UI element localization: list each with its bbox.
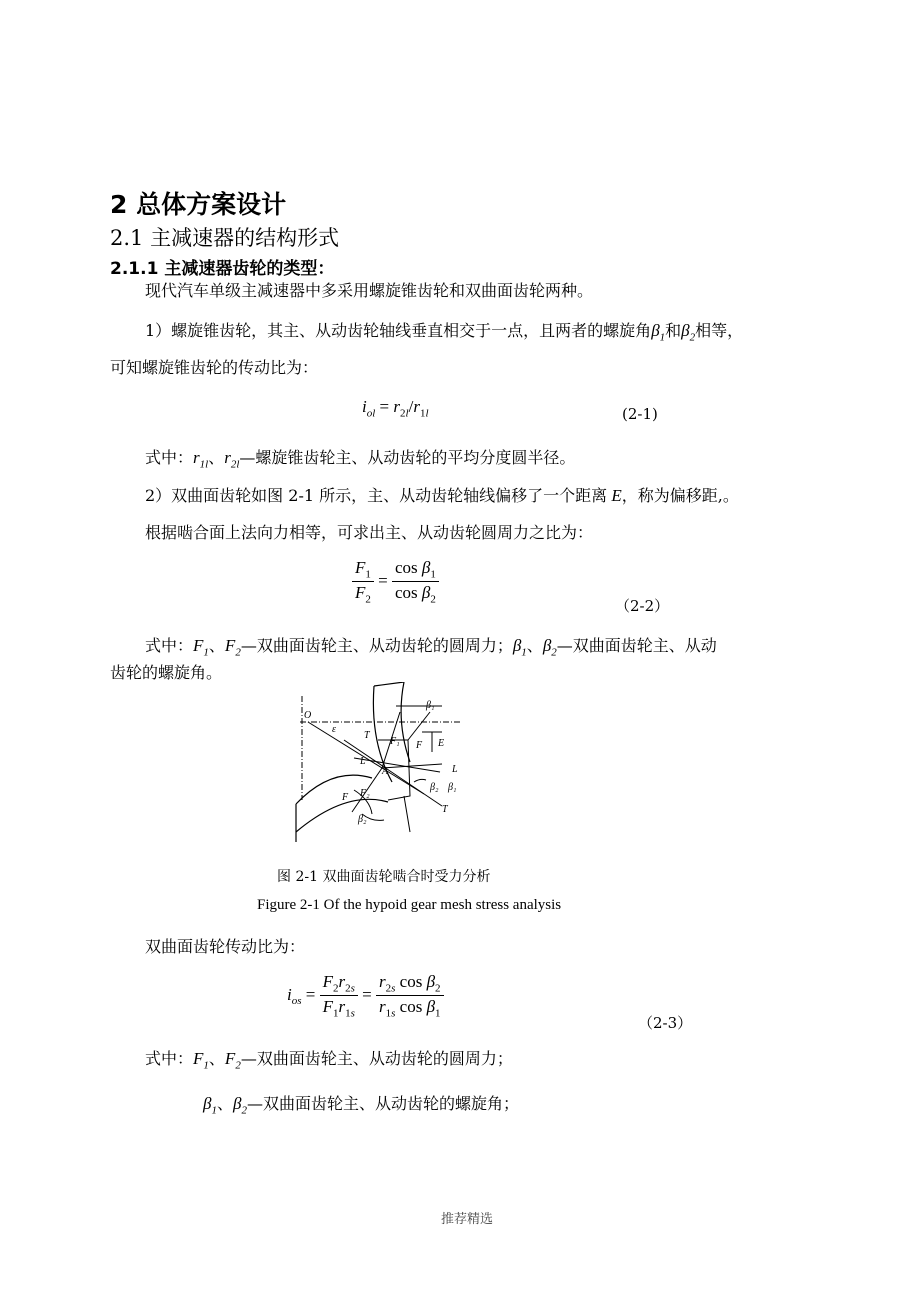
label-epsilon: ε (332, 724, 336, 735)
label-beta1-right: β₁ (448, 782, 457, 793)
beta-2-symbol: $\beta_2$ (232, 1094, 247, 1117)
page-footer: 推荐精选 (441, 1212, 494, 1227)
where-3-desc-b: —双曲面齿轮主、从动齿轮的螺旋角； (246, 1094, 519, 1113)
where-1-desc: —螺旋锥齿轮主、从动齿轮的平均分度圆半径。 (239, 448, 576, 467)
label-Ff: F (416, 740, 423, 751)
paragraph-2-text-b: ，称为偏移距,。 (621, 486, 739, 505)
equation-2-2: $\frac{F_1}{F_2}$ = $\frac{\cos \beta_1}{\cos \beta_2}$ (352, 558, 439, 606)
label-A: A (382, 766, 389, 777)
label-F1: F₁ (390, 736, 400, 747)
where-3-desc-a: —双曲面齿轮主、从动齿轮的圆周力； (240, 1049, 513, 1068)
paragraph-2 (145, 485, 739, 507)
where-2-label: 式中： (145, 636, 194, 655)
where-3-label: 式中： (145, 1049, 194, 1068)
E-symbol: E (607, 486, 622, 505)
paragraph-3: 根据啮合面上法向力相等，可求出主、从动齿轮圆周力之比为： (145, 523, 594, 542)
beta-2-symbol: $\beta_2$ (542, 636, 557, 659)
equation-2-1-number: (2-1) (622, 405, 658, 423)
label-L-right: L (452, 764, 458, 775)
section-title: 2.1 主减速器的结构形式 (110, 226, 340, 250)
label-F2: F₂ (360, 788, 370, 799)
equation-2-3-number: （2-3） (638, 1014, 693, 1032)
figure-caption-en: Figure 2-1 Of the hypoid gear mesh stress analysis (257, 897, 562, 913)
beta-2-symbol: $\beta_2$ (681, 321, 696, 344)
label-L-left: L (360, 756, 366, 767)
beta-1-symbol: $\beta_1$ (651, 321, 666, 344)
equation-2-3: $i_{os}$ = $\frac{F_2r_{2s}}{F_1r_{1s}}$ = $\frac{r_{2s} \cos \beta_2}{r_{1s} \cos \beta_1}$ (287, 972, 444, 1020)
label-O: O (304, 710, 312, 721)
separator: 、 (526, 636, 543, 655)
paragraph-1-text-b: 相等， (695, 321, 744, 340)
paragraph-1-line-1 (145, 320, 743, 348)
beta-1-symbol: $\beta_1$ (203, 1094, 217, 1117)
paragraph-1-line-2: 可知螺旋锥齿轮的传动比为： (110, 358, 319, 377)
ratio-intro: 双曲面齿轮传动比为： (145, 937, 306, 956)
figure-caption-cn: 图 2-1 双曲面齿轮啮合时受力分析 (277, 869, 491, 885)
label-Ff-lower: F (342, 792, 349, 803)
separator: 、 (208, 448, 225, 467)
where-1-label: 式中： (145, 448, 194, 467)
label-beta1-top: β₁ (426, 700, 435, 711)
label-T: T (364, 730, 370, 741)
beta-1-symbol: $\beta_1$ (512, 636, 527, 659)
hypoid-gear-force-diagram (292, 682, 472, 844)
paragraph-1-and: 和 (665, 321, 682, 340)
separator: 、 (208, 1049, 225, 1068)
equation-2-2-number: （2-2） (615, 597, 670, 615)
paragraph-1-text-a: 1）螺旋锥齿轮，其主、从动齿轮轴线垂直相交于一点，且两者的螺旋角 (145, 321, 652, 340)
label-E: E (438, 738, 445, 749)
where-2-desc-a: —双曲面齿轮主、从动齿轮的圆周力； (240, 636, 513, 655)
separator: 、 (208, 636, 225, 655)
where-2-line-2: 齿轮的螺旋角。 (110, 663, 223, 682)
where-1 (145, 447, 575, 475)
where-2-desc-b: —双曲面齿轮主、从动 (556, 636, 717, 655)
F2-symbol: $F_2$ (224, 636, 241, 659)
where-3-line-2 (203, 1093, 519, 1121)
F1-symbol: $F_1$ (193, 636, 209, 659)
subsection-title: 2.1.1 主减速器齿轮的类型： (110, 259, 335, 279)
paragraph-2-text-a: 2）双曲面齿轮如图 2-1 所示，主、从动齿轮轴线偏移了一个距离 (145, 486, 608, 505)
where-3-line-1 (145, 1048, 513, 1076)
where-2-line-1 (145, 635, 717, 663)
F1-symbol: $F_1$ (193, 1049, 209, 1072)
r1l-symbol: $r_{1l}$ (193, 448, 209, 471)
label-beta2-right: β₂ (430, 782, 439, 793)
r2l-symbol: $r_{2l}$ (224, 448, 240, 471)
chapter-title: 2 总体方案设计 (110, 190, 287, 219)
F2-symbol: $F_2$ (224, 1049, 241, 1072)
label-T-lower: T (442, 804, 448, 815)
equation-2-1: $i_{ol} = r_{2l}/r_{1l}$ (362, 397, 429, 420)
separator: 、 (216, 1094, 233, 1113)
label-beta2-lower: β₂ (358, 814, 367, 825)
intro-paragraph: 现代汽车单级主减速器中多采用螺旋锥齿轮和双曲面齿轮两种。 (145, 281, 594, 300)
